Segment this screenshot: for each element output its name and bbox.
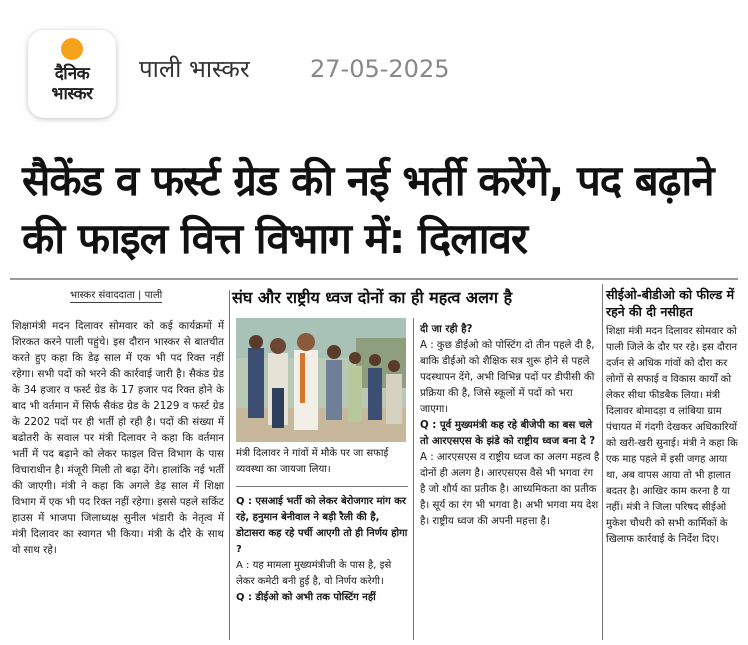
interview-question: Q : डीईओ को अभी तक पोस्टिंग नहीं bbox=[236, 592, 376, 603]
caption-divider bbox=[236, 486, 408, 487]
sidebar-body: शिक्षा मंत्री मदन दिलावर सोमवार को पाली जिले के दौर पर रहे। इस दौरान दर्जन से अधिक गांवों को दौरा कर लोगों से सफाई व विकास कार्यों को लेकर सीधा फीडबैक लिया। मंत्री दिलावर बोमादड़ा व लांबिया ग्राम पंचायत में गंदगी देखकर अधिकारियों को खरी-खरी सुनाई। मंत्री ने कहा कि एक माह पहले में इसी जगह आया था, अब वापस आया तो भी हालात बदतर है। आखिर काम करना है या नहीं। मंत्री ने जिला परिषद सीईओ मुकेश चौधरी को सभी कार्मिकों के खिलाफ कार्रवाई के निर्देश दिए। bbox=[606, 326, 738, 545]
interview-answer: A : आरएसएस व राष्ट्रीय ध्वज का अलग महत्व है दोनों ही अलग है। आरएसएस वैसे भी भगवा रंग है जो शौर्य का प्रतीक है। आध्यमिकता का प्रतीक है। सूर्य का रंग भी भगवा है। अभी भगवा मय देश है। राष्ट्रीय ध्वज की अपनी महत्ता है। bbox=[420, 452, 600, 527]
article-body: शिक्षामंत्री मदन दिलावर सोमवार को कई कार्यक्रमों में शिरकत करने पाली पहुंचे। इस दौरान भास्कर से बातचीत करते हुए कहा कि डेढ़ साल में एक भी पद रिक्त नहीं रहेगा। सभी पदों को भरने की कार्रवाई जारी है। सैकंड ग्रेड के 34 हजार व फर्स्ट ग्रेड के 17 हजार पद रिक्त होने के बाद भी वर्तमान में सिर्फ सैकंड ग्रेड के 2129 व फर्स्ट ग्रेड के 2202 पदों पर ही भर्ती हो रही है। पदों की संख्या में बढोतरी के सवाल पर मंत्री दिलावर ने कहा कि वर्तमान भर्ती में पद बढ़ाने को लेकर फाइल वित्त विभाग के पास विचाराधीन है। मंजूरी मिली तो बढ़ा देंगे। हालांकि नई भर्ती की जाएगी। मंत्री ने कहा कि अगले डेढ़ साल में शिक्षा विभाग में एक भी पद रिक्त नहीं रहेगा। इससे पहले सर्किट हाउस में भाजपा जिलाध्यक्ष सुनील भंडारी के नेतृत्व में मंत्री दिलावर का स्वागत भी किया। मंत्री के दौरे के साथ वो साथ रहे। bbox=[12, 320, 224, 556]
interview-column-2 bbox=[236, 494, 408, 606]
logo-sun-icon bbox=[61, 38, 83, 60]
interview-question-cont: दी जा रही है? bbox=[420, 324, 473, 335]
interview-answer: A : यह मामला मुख्यमंत्रीजी के पास है, इसे लेकर कमेटी बनी हुई है, वो निर्णय करेगी। bbox=[236, 560, 392, 587]
interview-question: Q : पूर्व मुख्यमंत्री कह रहे बीजेपी का बस चले तो आरएसएस के झंडे को राष्ट्रीय ध्वज बना दे ? bbox=[420, 420, 596, 447]
photo-people-illustration bbox=[236, 318, 406, 442]
headline-divider bbox=[10, 278, 738, 280]
interview-answer: A : कुछ डीईओ को पोस्टिंग दो तीन पहले दी है, बाकि डीईओ को शैक्षिक सत्र शुरू होने से पहले पदस्थापन देंगे, अभी विभिन्न पदों पर डीपीसी की प्रक्रिया की है, जिसे स्कूलों में पदों को भरा जाएगा। bbox=[420, 340, 595, 415]
sidebar-headline: सीईओ-बीडीओ को फील्ड में रहने की दी नसीहत bbox=[606, 287, 735, 319]
article-headline: सैकेंड व फर्स्ट ग्रेड की नई भर्ती करेंगे, पद बढ़ाने की फाइल वित्त विभाग में: दिलावर bbox=[22, 156, 714, 263]
byline: भास्कर संवाददाता | पाली bbox=[70, 287, 162, 303]
news-photo bbox=[236, 318, 406, 442]
interview-column-3 bbox=[420, 322, 600, 530]
photo-caption: मंत्री दिलावर ने गांवों में मौके पर जा सफाई व्यवस्था का जायजा लिया। bbox=[236, 448, 389, 475]
source-name: पाली भास्कर bbox=[139, 55, 250, 83]
column-divider-2 bbox=[413, 318, 414, 640]
column-divider-3 bbox=[602, 284, 603, 640]
publish-date: 27-05-2025 bbox=[310, 55, 450, 83]
interview-subhead: संघ और राष्ट्रीय ध्वज दोनों का ही महत्व अलग है bbox=[232, 288, 513, 307]
column-divider-1 bbox=[229, 290, 230, 640]
dainik-bhaskar-logo bbox=[28, 30, 116, 118]
logo-text-line1: दैनिक bbox=[54, 64, 90, 84]
logo-text-line2: भास्कर bbox=[51, 84, 93, 104]
interview-question: Q : एसआई भर्ती को लेकर बेरोजगार मांग कर रहे, हनुमान बेनीवाल ने बड़ी रैली की है, डोटासरा कह रहे पर्ची आएगी तो ही निर्णय होगा ? bbox=[236, 496, 408, 555]
